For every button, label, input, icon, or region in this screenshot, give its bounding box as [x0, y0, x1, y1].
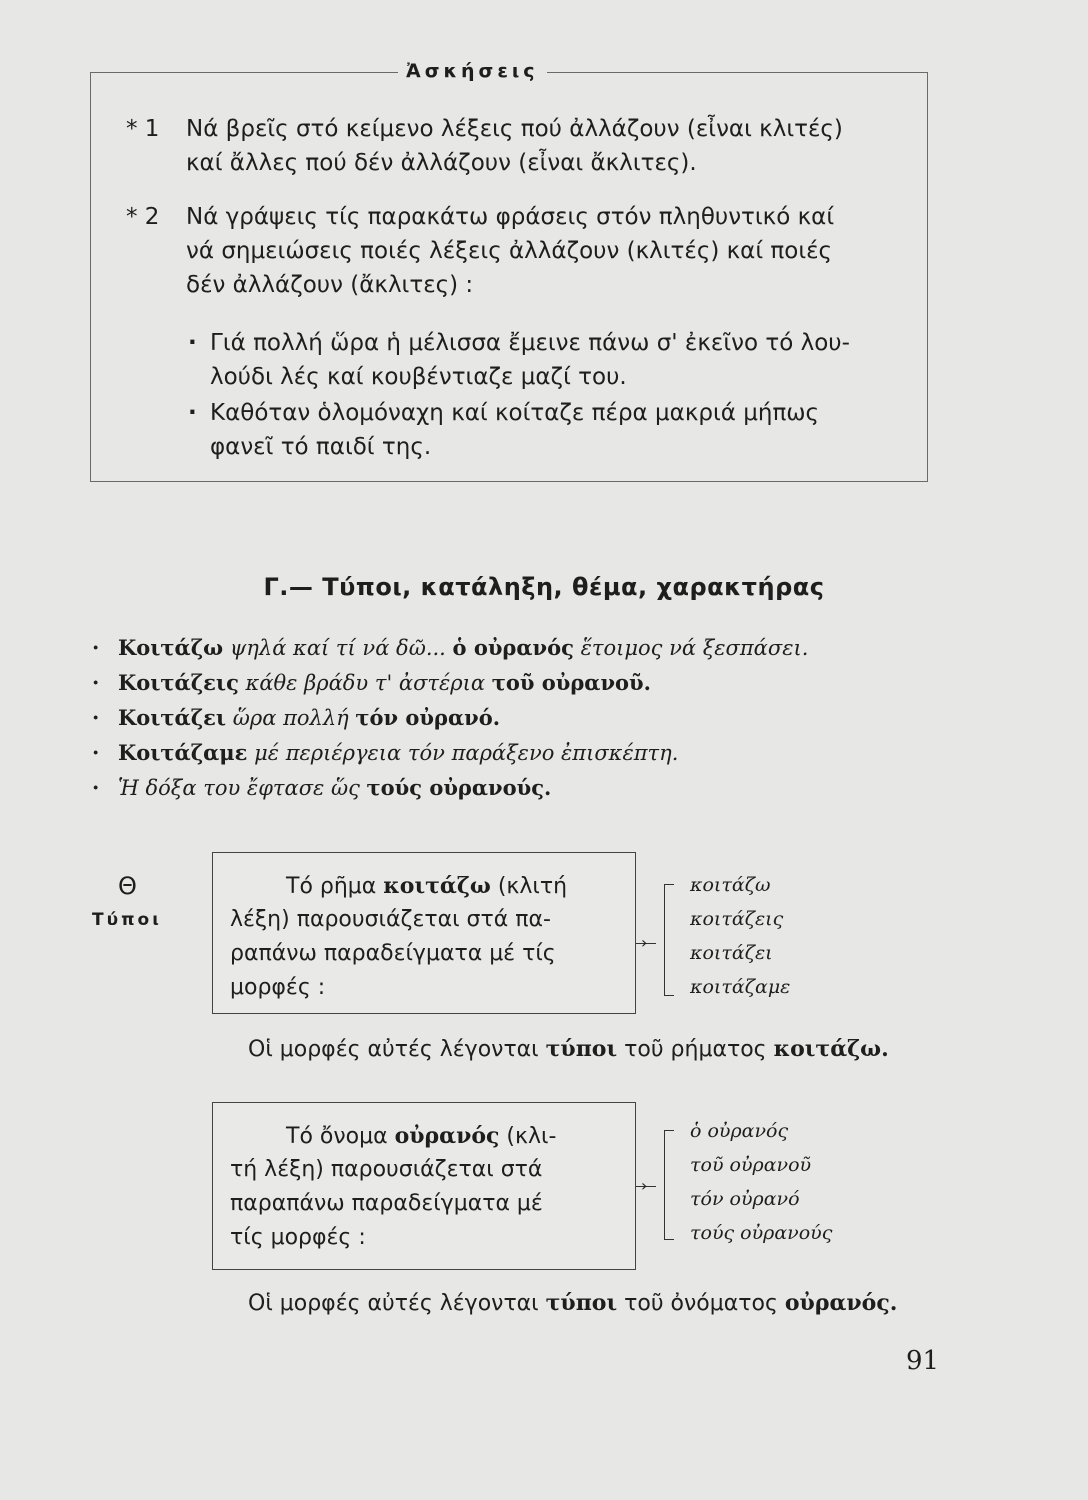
- verb-box-line-1: Τό ρῆμα κοιτάζω (κλιτή: [286, 873, 568, 899]
- example-italic: κάθε βράδυ τ' ἀστέρια: [238, 671, 492, 695]
- exercise-1-line-1: Νά βρεῖς στό κείμενο λέξεις πού ἀλλάζουν (εἶναι κλιτές): [186, 116, 843, 142]
- bullet: ·: [92, 635, 100, 660]
- example-row: [92, 702, 501, 734]
- example-italic: Ἡ δόξα του ἔφτασε ὥς: [118, 776, 367, 800]
- noun-form: τοῦ οὐρανοῦ: [690, 1154, 812, 1176]
- example-bold-2: τοῦ οὐρανοῦ.: [491, 670, 651, 695]
- phrase-1-line-1: Γιά πολλή ὥρα ἡ μέλισσα ἔμεινε πάνω σ' ἐκεῖνο τό λου-: [210, 330, 850, 356]
- bullet: ·: [92, 670, 100, 695]
- example-row: [92, 632, 809, 664]
- exercise-1-line-2: καί ἄλλες πού δέν ἀλλάζουν (εἶναι ἄκλιτες).: [186, 150, 697, 176]
- example-row: [92, 772, 552, 804]
- page-number: 91: [906, 1346, 940, 1376]
- example-italic-2: ἕτοιμος νά ξεσπάσει.: [573, 636, 809, 660]
- noun-box-line-4: τίς μορφές :: [230, 1225, 366, 1250]
- verb-form: κοιτάζω: [690, 874, 771, 896]
- noun-box-line-1: Τό ὄνομα οὐρανός (κλι-: [286, 1123, 557, 1149]
- bullet: ·: [92, 740, 100, 765]
- exercise-2-line-1: Νά γράψεις τίς παρακάτω φράσεις στόν πληθυντικό καί: [186, 204, 835, 230]
- arrow-icon: ›: [641, 933, 648, 952]
- noun-form: τούς οὐρανούς: [690, 1222, 833, 1244]
- example-italic: ψηλά καί τί νά δῶ...: [223, 636, 453, 660]
- noun-form: ὁ οὐρανός: [690, 1120, 789, 1142]
- phrase-2-line-2: φανεῖ τό παιδί της.: [210, 434, 432, 460]
- verb-box-line-3: ραπάνω παραδείγματα μέ τίς: [230, 941, 556, 966]
- example-bold-2: τούς οὐρανούς.: [366, 775, 552, 800]
- bullet: ·: [92, 775, 100, 800]
- example-row: [92, 667, 651, 699]
- verb-form: κοιτάζεις: [690, 908, 784, 930]
- verb-form: κοιτάζαμε: [690, 976, 791, 998]
- example-bold-2: ὁ οὐρανός: [452, 635, 574, 660]
- verb-summary: Οἱ μορφές αὐτές λέγονται τύποι τοῦ ρήματος κοιτάζω.: [248, 1036, 889, 1062]
- noun-box-line-2: τή λέξη) παρουσιάζεται στά: [230, 1157, 543, 1182]
- exercise-2-line-3: δέν ἀλλάζουν (ἄκλιτες) :: [186, 272, 474, 298]
- verb-form: κοιτάζει: [690, 942, 773, 964]
- theta-symbol: Θ: [118, 872, 137, 900]
- phrase-1-line-2: λούδι λές καί κουβέντιαζε μαζί του.: [210, 364, 627, 390]
- section-heading: Γ.— Τύποι, κατάληξη, θέμα, χαρακτήρας: [263, 573, 825, 601]
- arrow-icon: ›: [641, 1176, 648, 1195]
- noun-box-line-3: παραπάνω παραδείγματα μέ: [230, 1191, 543, 1216]
- bracket: [664, 1130, 665, 1240]
- bracket-tick: [664, 884, 674, 885]
- example-italic: ὥρα πολλή: [226, 706, 356, 730]
- example-bold: Κοιτάζω: [118, 635, 224, 660]
- noun-form: τόν οὐρανό: [690, 1188, 800, 1210]
- bracket: [664, 884, 665, 996]
- exercise-2-line-2: νά σημειώσεις ποιές λέξεις ἀλλάζουν (κλιτές) καί ποιές: [186, 238, 833, 264]
- noun-summary: Οἱ μορφές αὐτές λέγονται τύποι τοῦ ὀνόματος οὐρανός.: [248, 1290, 898, 1316]
- bullet: ·: [188, 330, 197, 356]
- side-label-types: Τύποι: [92, 910, 162, 930]
- exercise-2-marker: * 2: [126, 204, 160, 230]
- bracket-tick: [664, 1239, 674, 1240]
- example-bold: Κοιτάζει: [118, 705, 227, 730]
- exercises-title: Ἀσκήσεις: [398, 60, 547, 82]
- bracket-tick: [664, 995, 674, 996]
- example-bold: Κοιτάζεις: [118, 670, 239, 695]
- phrase-2-line-1: Καθόταν ὁλομόναχη καί κοίταζε πέρα μακριά μήπως: [210, 400, 820, 426]
- example-italic: μέ περιέργεια τόν παράξενο ἐπισκέπτη.: [247, 741, 679, 765]
- exercise-1-marker: * 1: [126, 116, 160, 142]
- bullet: ·: [188, 400, 197, 426]
- example-bold: Κοιτάζαμε: [118, 740, 248, 765]
- verb-box-line-4: μορφές :: [230, 975, 326, 1000]
- example-row: [92, 737, 679, 769]
- bullet: ·: [92, 705, 100, 730]
- verb-box-line-2: λέξη) παρουσιάζεται στά πα-: [230, 907, 551, 932]
- bracket-tick: [664, 1130, 674, 1131]
- example-bold-2: τόν οὐρανό.: [355, 705, 501, 730]
